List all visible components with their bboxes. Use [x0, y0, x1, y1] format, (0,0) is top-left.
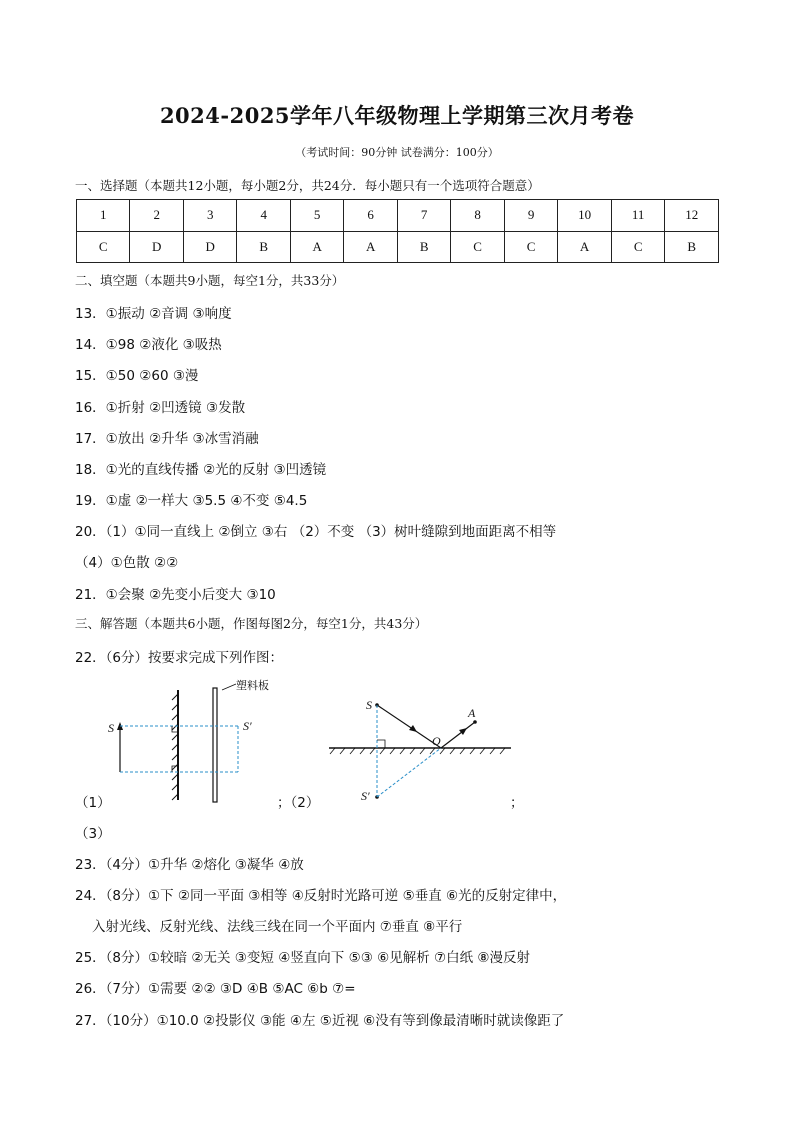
figure-2-label: ；（2）: [277, 795, 320, 811]
answer-line-16: 16．①折射 ②凹透镜 ③发散: [75, 400, 246, 416]
reflection-diagram: [325, 690, 515, 810]
question-number-cell: 2: [130, 200, 183, 232]
point-s-label-1: S: [108, 721, 114, 735]
point-a-label: A: [468, 706, 476, 720]
question-22: 22．（6分）按要求完成下列作图：: [75, 650, 284, 666]
figure-2-end: ；: [510, 795, 524, 811]
answer-cell: D: [130, 231, 183, 263]
answer-line-20: 20．（1）①同一直线上 ②倒立 ③右 （2）不变 （3）树叶缝隙到地面距离不相等: [75, 524, 557, 540]
plastic-plate-label: 塑料板: [236, 679, 269, 692]
answer-line-17: 17．①放出 ②升华 ③冰雪消融: [75, 431, 259, 447]
figure-1-label: （1）: [75, 795, 111, 811]
answer-cell: A: [290, 231, 343, 263]
section1-heading: 一、选择题（本题共12小题，每小题2分，共24分．每小题只有一个选项符合题意）: [75, 178, 540, 193]
question-number-cell: 5: [290, 200, 343, 232]
point-s-prime-label-2: S′: [361, 789, 370, 803]
answer-cell: C: [504, 231, 557, 263]
answer-line-14: 14．①98 ②液化 ③吸热: [75, 337, 222, 353]
answer-cell: C: [77, 231, 130, 263]
answer-row: [77, 231, 719, 263]
question-number-cell: 6: [344, 200, 397, 232]
answer-line-20-cont: （4）①色散 ②②: [75, 555, 179, 571]
answer-line-15: 15．①50 ②60 ③漫: [75, 368, 199, 384]
mirror-diagram: [100, 676, 260, 806]
answer-cell: A: [558, 231, 612, 263]
section3-heading: 三、解答题（本题共6小题，作图每图2分，每空1分，共43分）: [75, 616, 428, 631]
section2-heading: 二、填空题（本题共9小题，每空1分，共33分）: [75, 273, 345, 288]
question-number-cell: 12: [665, 200, 719, 232]
answer-line-18: 18．①光的直线传播 ②光的反射 ③凹透镜: [75, 462, 327, 478]
question-number-cell: 4: [237, 200, 290, 232]
answer-line-21: 21．①会聚 ②先变小后变大 ③10: [75, 587, 276, 603]
question-number-cell: 9: [504, 200, 557, 232]
answer-line-13: 13．①振动 ②音调 ③响度: [75, 306, 232, 322]
answer-table: [76, 199, 719, 263]
question-number-cell: 1: [77, 200, 130, 232]
page-title: 2024-2025学年八年级物理上学期第三次月考卷: [159, 103, 635, 128]
question-number-cell: 10: [558, 200, 612, 232]
question-number-row: [77, 200, 719, 232]
question-number-cell: 7: [397, 200, 450, 232]
answer-cell: C: [611, 231, 665, 263]
point-o-label: O: [432, 734, 441, 748]
question-number-cell: 3: [183, 200, 236, 232]
question-number-cell: 11: [611, 200, 665, 232]
question-number-cell: 8: [451, 200, 504, 232]
answer-cell: A: [344, 231, 397, 263]
answer-cell: C: [451, 231, 504, 263]
point-s-prime-label-1: S′: [243, 719, 252, 733]
answer-line-24-cont: 入射光线、反射光线、法线三线在同一个平面内 ⑦垂直 ⑧平行: [92, 919, 463, 935]
answer-cell: B: [397, 231, 450, 263]
answer-cell: D: [183, 231, 236, 263]
point-s-label-2: S: [366, 698, 372, 712]
answer-cell: B: [237, 231, 290, 263]
answer-cell: B: [665, 231, 719, 263]
exam-info: （考试时间：90分钟 试卷满分：100分）: [295, 146, 499, 159]
answer-line-27: 27．（10分）①10.0 ②投影仪 ③能 ④左 ⑤近视 ⑥没有等到像最清晰时就读像距了: [75, 1013, 565, 1029]
answer-line-26: 26．（7分）①需要 ②② ③D ④B ⑤AC ⑥b ⑦=: [75, 981, 356, 997]
figure-3-label: （3）: [75, 826, 111, 842]
answer-line-23: 23．（4分）①升华 ②熔化 ③凝华 ④放: [75, 857, 304, 873]
answer-line-25: 25．（8分）①较暗 ②无关 ③变短 ④竖直向下 ⑤③ ⑥见解析 ⑦白纸 ⑧漫反射: [75, 950, 530, 966]
answer-line-19: 19．①虚 ②一样大 ③5.5 ④不变 ⑤4.5: [75, 493, 308, 509]
answer-line-24: 24．（8分）①下 ②同一平面 ③相等 ④反射时光路可逆 ⑤垂直 ⑥光的反射定律中，: [75, 888, 567, 904]
